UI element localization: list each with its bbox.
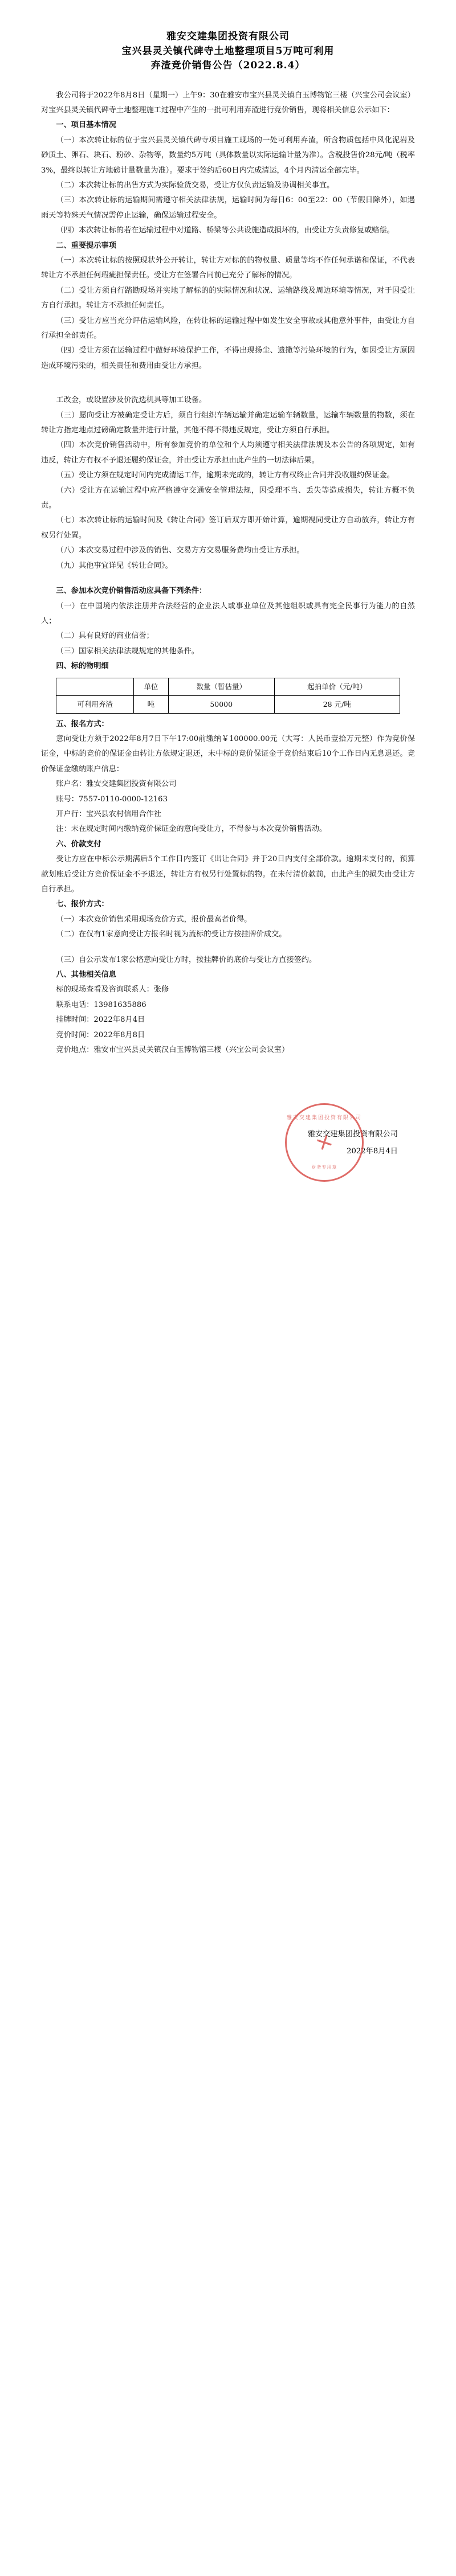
- mid-para-1: 工改金，或设置涉及价洗选机具等加工设备。: [56, 396, 207, 405]
- mid-para-2: （三）愿向受让方被确定受让方后，须自行组织车辆运输并确定运输车辆数量，运输车辆数量的物数，须在转让方指定地点过磅确定数量并进行计量，其他不得不得违反规定，受让方须自行承担。: [41, 411, 415, 435]
- title-line-2: 宝兴县灵关镇代碑寺土地整理项目5万吨可利用: [121, 45, 335, 57]
- cell-name: 可利用弃渣: [56, 695, 134, 713]
- body-spacer: [41, 374, 415, 393]
- column-header-unit: 单位: [134, 678, 168, 695]
- section-2-para-4: （四）受让方须在运输过程中做好环境保护工作，不得出现扬尘、遗撒等污染环境的行为，如因受让方原因造成环境污染的，相关责任和费用由受让方承担。: [41, 346, 415, 370]
- title-line-3: 弃渣竞价销售公告（2022.8.4）: [150, 60, 306, 71]
- deposit-account-number: 账号：7557-0110-0000-12163: [56, 794, 168, 804]
- mid-para-7: （八）本次交易过程中涉及的销售、交易方方交易服务费均由受让方承担。: [56, 546, 304, 555]
- cell-price: 28 元/吨: [274, 695, 400, 713]
- section-2-para-3: （三）受让方应当充分评估运输风险，在转让标的运输过程中如发生安全事故或其他意外事件，由受让方自行承担全部责任。: [41, 316, 415, 340]
- section-1-para-3: （三）本次转让标的运输期间需遵守相关法律法规，运输时间为每日6：00至22：00（节假日除外），如遇雨天等特殊天气情况需停止运输，确保运输过程安全。: [41, 196, 415, 220]
- mid-para-4: （五）受让方须在规定时间内完成清运工作，逾期未完成的，转让方有权终止合同并没收履约保证金。: [56, 471, 394, 480]
- column-header-qty: 数量（暂估量）: [168, 678, 274, 695]
- qualification-item-1: （一）在中国境内依法注册并合法经营的企业法人或事业单位及其他组织或具有完全民事行为能力的自然人；: [41, 601, 415, 625]
- document-title: [41, 30, 415, 73]
- qualification-item-2: （二）具有良好的商业信誉；: [56, 632, 154, 641]
- signature-company: 雅安交建集团投资有限公司: [307, 1130, 398, 1139]
- contact-heading: 八、其他相关信息: [56, 970, 116, 980]
- section-1-para-2: （二）本次转让标的出售方式为实际验货交易，受让方仅负责运输及协调相关事宜。: [56, 181, 335, 190]
- column-header-price: 起拍单价（元/吨）: [274, 678, 400, 695]
- seal-top-text: 雅安交建集团投资有限公司: [287, 1115, 363, 1121]
- payment-heading: 六、价款支付: [56, 839, 101, 849]
- signature-block: [41, 1115, 415, 1170]
- bidding-para-1: （一）本次竞价销售采用现场竞价方式，报价最高者价得。: [56, 915, 252, 924]
- intro-paragraph: 我公司将于2022年8月8日（星期一）上午9：30在雅安市宝兴县灵关镇白玉博物馆三楼（兴宝公司会议室）对宝兴县灵关镇代碑寺土地整理施工过程中产生的一批可利用弃渣进行竞价销售，现将相关信息公示如下：: [41, 91, 415, 114]
- goods-table-heading: 四、标的物明细: [56, 662, 109, 671]
- table-header-row: [56, 678, 400, 695]
- goods-table: [56, 678, 400, 714]
- deposit-bank: 开户行：宝兴县农村信用合作社: [56, 809, 162, 818]
- bidding-para-2: （二）在仅有1家意向受让方报名时视为流标的受让方按挂牌价成交。: [56, 930, 287, 939]
- bidding-date: 竞价时间：2022年8月8日: [56, 1030, 145, 1039]
- column-header-name: [56, 678, 134, 695]
- contact-person: 标的现场查看及咨询联系人：张修: [56, 985, 169, 994]
- mid-para-3: （四）本次竞价销售活动中，所有参加竞价的单位和个人均须遵守相关法律法规及本公告的各项规定，如有违反，转让方有权不予退还履约保证金，并由受让方承担由此产生的一切法律后果。: [41, 441, 415, 465]
- section-heading-2: 二、重要提示事项: [56, 241, 116, 250]
- contact-phone: 联系电话：13981635886: [56, 1000, 146, 1009]
- qualification-item-3: （三）国家相关法律法规规定的其他条件。: [56, 646, 199, 656]
- section-1-para-4: （四）本次转让标的若在运输过程中对道路、桥梁等公共设施造成损坏的，由受让方负责修复或赔偿。: [56, 226, 394, 235]
- title-line-1: 雅安交建集团投资有限公司: [166, 31, 290, 42]
- body-spacer-2: [41, 574, 415, 584]
- deposit-heading: 五、报名方式：: [56, 719, 109, 728]
- table-row: [56, 695, 400, 713]
- bidding-para-3: （三）自公示发布1家公格意向受让方时，按挂牌价的底价与受让方直接签约。: [56, 955, 317, 964]
- bidding-heading: 七、报价方式：: [56, 900, 109, 909]
- section-heading-1: 一、项目基本情况: [56, 121, 116, 130]
- signature-date: 2022年8月4日: [347, 1146, 398, 1156]
- mid-para-5: （六）受让方在运输过程中应严格遵守交通安全管理法规，因受理不当、丢失等造成损失，转让方概不负责。: [41, 486, 415, 510]
- deposit-account-name: 账户名：雅安交建集团投资有限公司: [56, 780, 177, 789]
- bidding-location: 竞价地点：雅安市宝兴县灵关镇汉白玉博物馆三楼（兴宝公司会议室）: [56, 1046, 290, 1055]
- section-2-para-2: （二）受让方须自行踏勘现场并实地了解标的的实际情况和状况、运输路线及周边环境等情况，对于因受让方自行承担。转让方不承担任何责任。: [41, 286, 415, 310]
- cell-unit: 吨: [134, 695, 168, 713]
- section-1-para-1: （一）本次转让标的位于宝兴县灵关镇代碑寺项目施工现场的一处可利用弃渣，所含物质包括中风化泥岩及砂质土、卵石、块石、粉砂、杂物等，数量约5万吨（具体数量以实际运输计量为准）。含税投售价28元/吨（税率3%，最终以转让方地磅计量数量为准）。要求于签约后60日内完成清运，4个月内清运全部完毕。: [41, 136, 416, 175]
- seal-bottom-text: 财务专用章: [311, 1164, 337, 1170]
- payment-para-1: 受让方应在中标公示期满后5个工作日内签订《出让合同》并于20日内支付全部价款。逾期未支付的，预算款划账后受让方竞价保证金不予退还，转让方有权另行处置标的物。在未付清价款前，由此产生的损失由受让方自行承担。: [41, 855, 415, 894]
- document-body: [41, 88, 415, 1058]
- section-2-para-1: （一）本次转让标的按照现状外公开转让，转让方对标的的物权量、质量等均不作任何承诺和保证，不代表转让方不承担任何瑕疵担保责任。受让方在签署合同前已充分了解标的情况。: [41, 256, 415, 280]
- body-spacer-3: [41, 943, 415, 953]
- deposit-note: 注：未在规定时间内缴纳竞价保证金的意向受让方，不得参与本次竞价销售活动。: [56, 825, 327, 834]
- mid-para-8: （九）其他事宜详见《转让合同》。: [56, 561, 173, 570]
- mid-para-6: （七）本次转让标的运输时间及《转让合同》签订后双方即开始计算，逾期视同受让方自动放弃，转让方有权另行处置。: [41, 516, 415, 540]
- cell-qty: 50000: [168, 695, 274, 713]
- qualification-heading: 三、参加本次竞价销售活动应具备下列条件：: [56, 587, 207, 596]
- deposit-para-1: 意向受让方须于2022年8月7日下午17:00前缴纳￥100000.00元（大写：人民币壹拾万元整）作为竞价保证金，中标的竞价的保证金由转让方依规定退还，未中标的竞价保证金于竞价结束后10个工作日内无息退还。竞价保证金缴纳账户信息：: [41, 734, 415, 773]
- listing-date: 挂牌时间：2022年8月4日: [56, 1015, 145, 1025]
